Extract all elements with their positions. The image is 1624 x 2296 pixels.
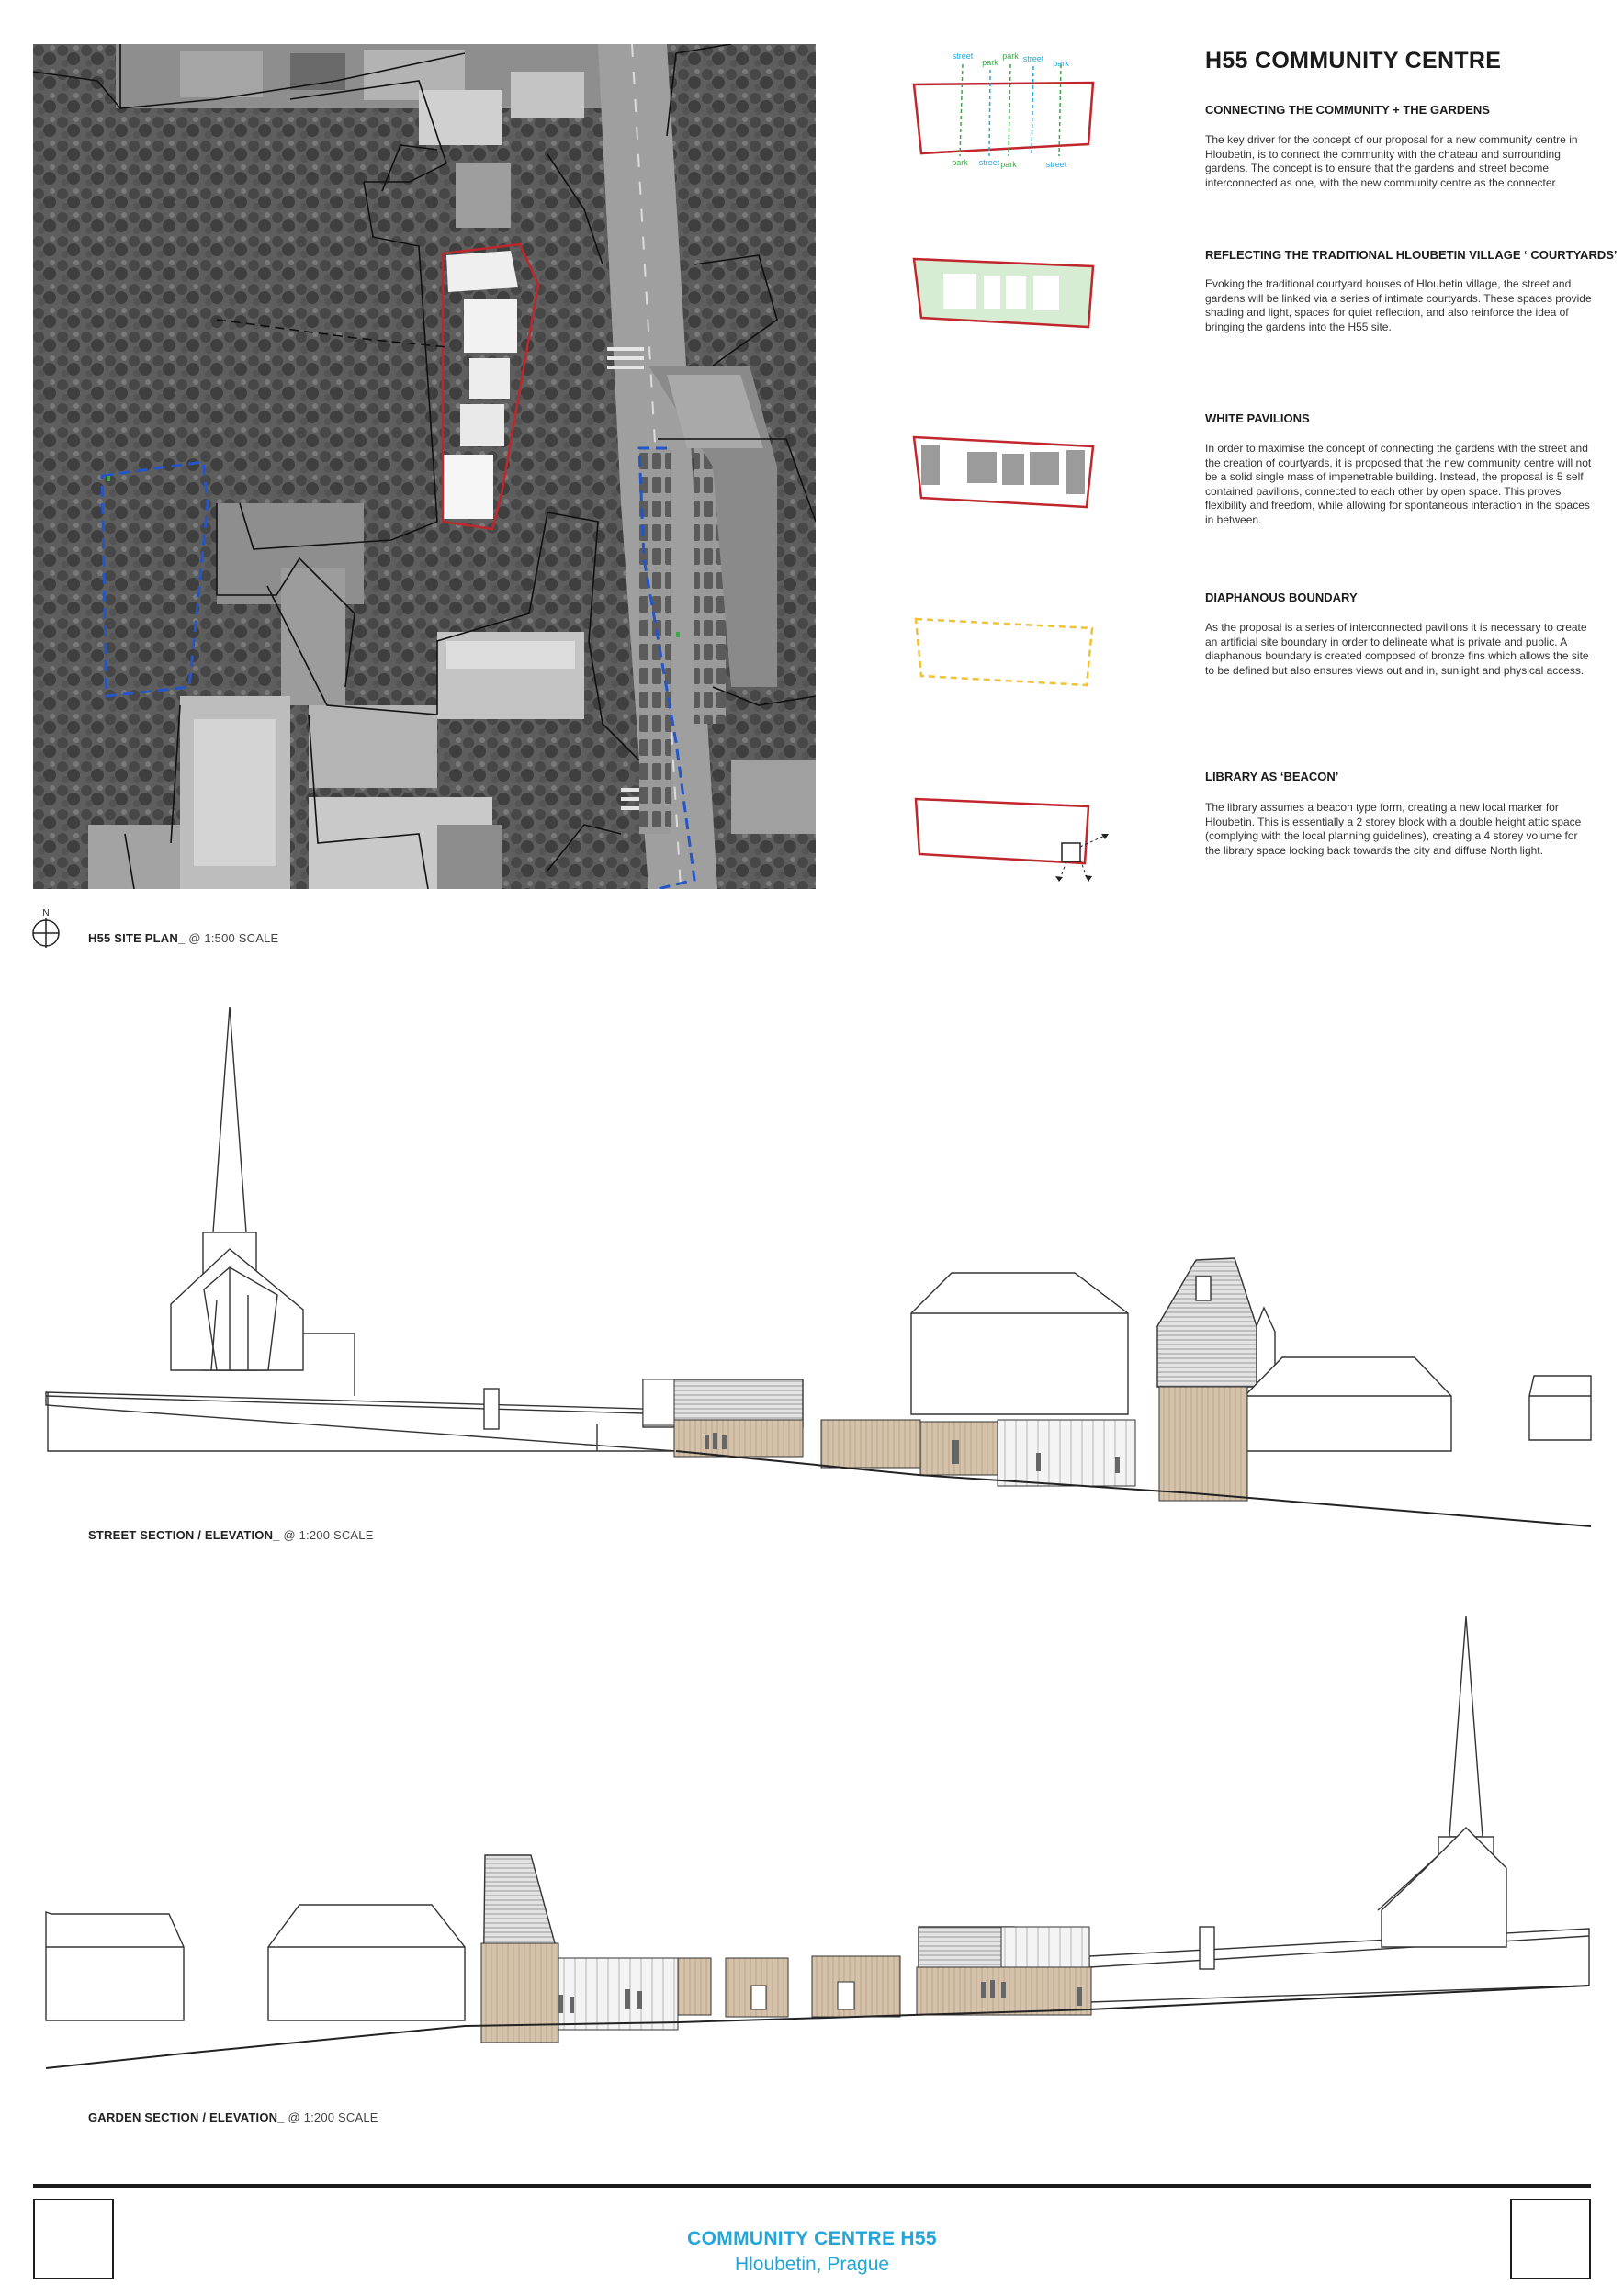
- concept-heading: WHITE PAVILIONS: [1205, 411, 1310, 425]
- diagram-connecting: [905, 48, 1116, 173]
- concept-heading: CONNECTING THE COMMUNITY + THE GARDENS: [1205, 103, 1490, 117]
- footer-subtitle: Hloubetin, Prague: [734, 2254, 890, 2275]
- concept-heading: REFLECTING THE TRADITIONAL HLOUBETIN VILLAGE ‘ COURTYARDS’: [1205, 248, 1618, 262]
- north-label: N: [42, 908, 50, 918]
- garden-elevation: [0, 1543, 1624, 2112]
- aerial-photo: [33, 44, 816, 889]
- site-plan-title: H55 SITE PLAN_: [88, 931, 186, 945]
- footer-rule: [33, 2184, 1591, 2188]
- diagram-label: park: [1000, 160, 1017, 169]
- diagram-beacon: [905, 786, 1116, 896]
- diagram-label: park: [1053, 59, 1069, 68]
- site-plan-label: [88, 931, 278, 945]
- garden-section-scale: @ 1:200 SCALE: [288, 2110, 378, 2124]
- diagram-label: park: [952, 158, 968, 167]
- concept-text: The key driver for the concept of our proposal for a new community centre in Hloubetin, is to connect the community with the chateau and surrounding gardens. The concept is to ensure that the gardens and street become interconnected as one, with the new community centre as the connecter.: [1205, 133, 1578, 189]
- footer-title: COMMUNITY CENTRE H55: [687, 2228, 937, 2249]
- site-plan-scale: @ 1:500 SCALE: [188, 931, 279, 945]
- street-section-scale: @ 1:200 SCALE: [283, 1528, 374, 1542]
- diagram-boundary: [905, 608, 1116, 692]
- street-section-title: STREET SECTION / ELEVATION_: [88, 1528, 280, 1542]
- garden-section-label: [88, 2110, 378, 2124]
- concept-text: As the proposal is a series of interconnected pavilions it is necessary to create an artificial site boundary in order to delineate what is private and public. A diaphanous boundary is created composed of bronze fins which allows the site to be defined but also ensures views out and in, sunlight and physical access.: [1205, 621, 1589, 677]
- diagram-label: park: [982, 58, 998, 67]
- diagram-label: street: [952, 51, 974, 61]
- diagram-pavilions: [905, 424, 1116, 516]
- concept-text: Evoking the traditional courtyard houses of Hloubetin village, the street and gardens will be linked via a series of intimate courtyards. These spaces provide shading and light, spaces for quiet reflection, and also reinforce the idea of bringing the gardens into the H55 site.: [1205, 277, 1592, 333]
- site-plan-aerial: [33, 44, 816, 889]
- diagram-courtyards: [905, 246, 1116, 338]
- concept-text: The library assumes a beacon type form, creating a new local marker for Hloubetin. This is essentially a 2 storey block with a double height attic space (complying with the local planning guidelines), creating a 4 storey volume for the library space looking back towards the city and diffuse North light.: [1205, 801, 1582, 857]
- diagram-label: street: [1045, 160, 1067, 169]
- board-title: H55 COMMUNITY CENTRE: [1205, 48, 1502, 73]
- diagram-label: street: [1022, 54, 1044, 63]
- street-section-label: [88, 1528, 374, 1542]
- street-elevation: [0, 992, 1624, 1543]
- concept-heading: DIAPHANOUS BOUNDARY: [1205, 591, 1358, 604]
- diagram-label: park: [1002, 51, 1019, 61]
- north-arrow: [31, 907, 61, 948]
- concept-heading: LIBRARY AS ‘BEACON’: [1205, 770, 1339, 783]
- diagram-label: street: [978, 158, 1000, 167]
- concept-text: In order to maximise the concept of connecting the gardens with the street and the creation of courtyards, it is proposed that the new community centre will not be a solid single mass of impenetrable building. Instead, the proposal is 5 self contained pavilions, connected to each other by open space. This proves flexibility and freedom, while allowing for spontaneous interaction in the spaces in between.: [1205, 442, 1592, 526]
- garden-section-title: GARDEN SECTION / ELEVATION_: [88, 2110, 285, 2124]
